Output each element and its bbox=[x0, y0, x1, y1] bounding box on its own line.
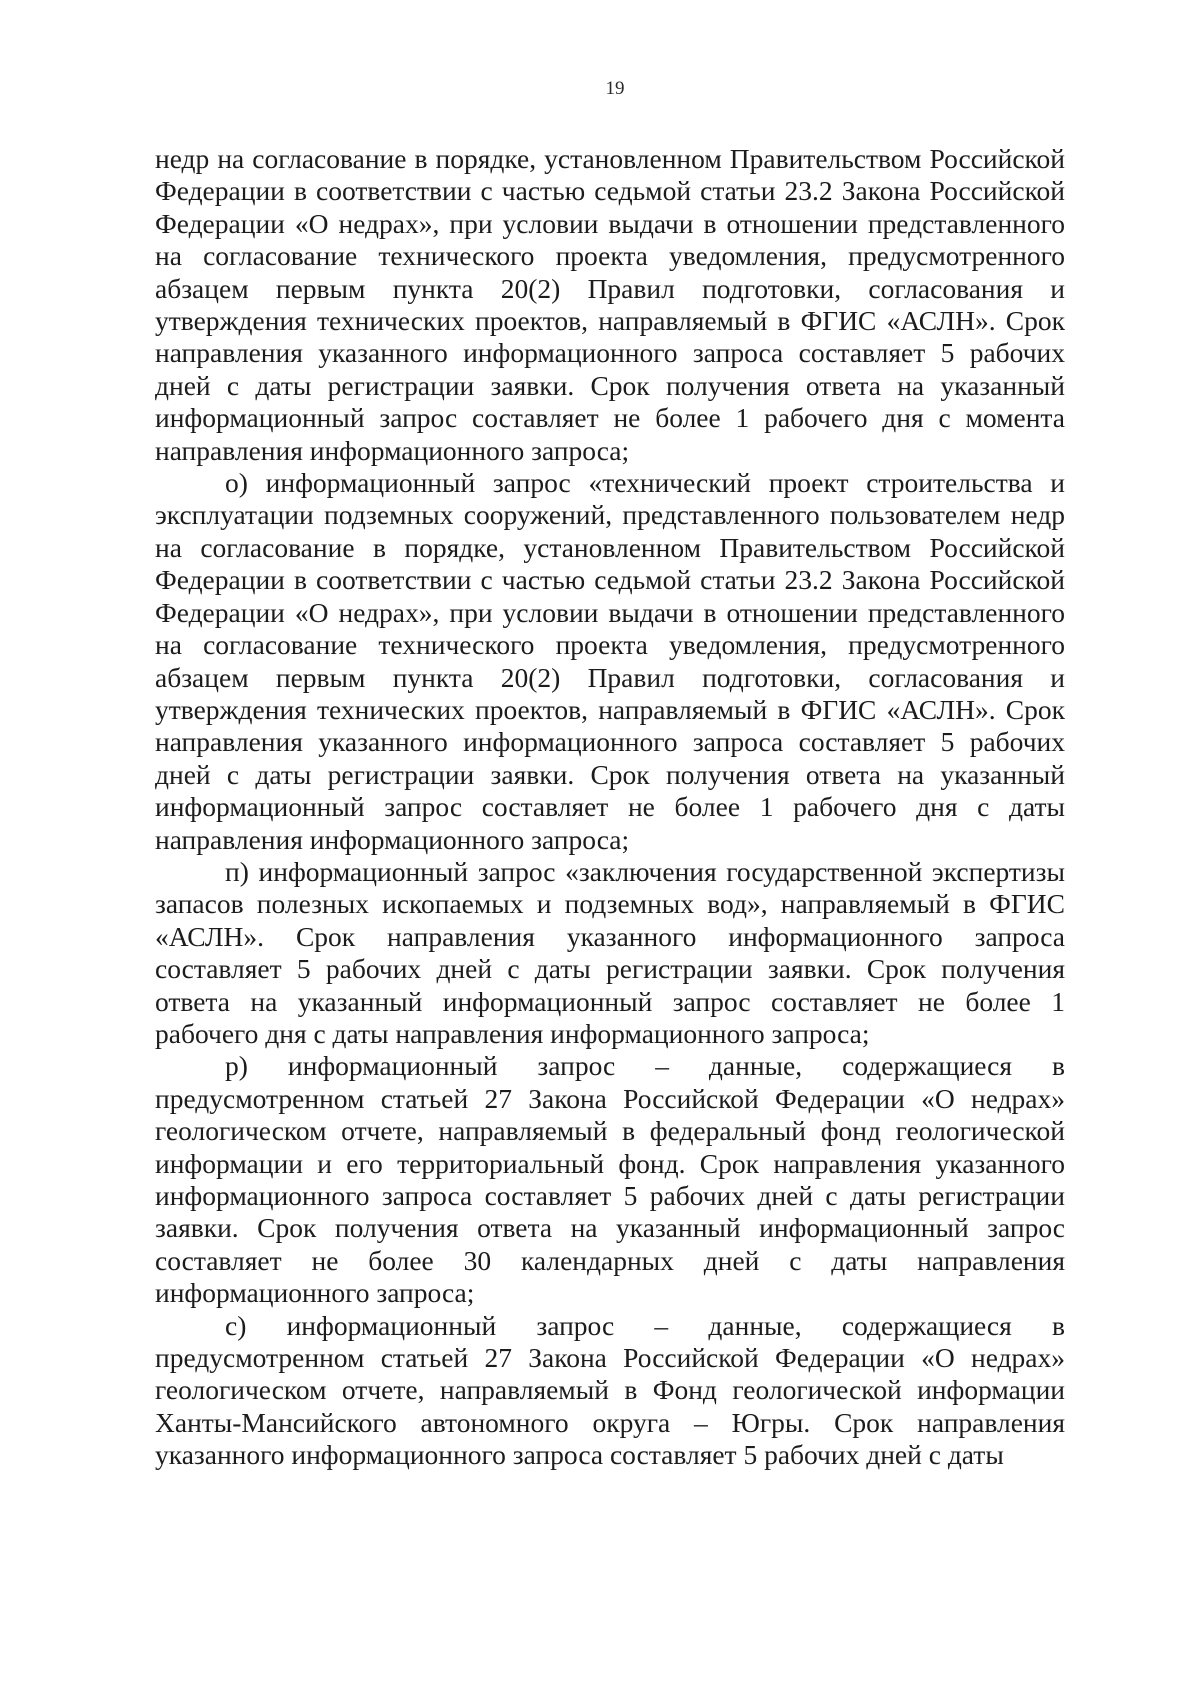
paragraph-item-s: с) информационный запрос – данные, содержащиеся в предусмотренном статьей 27 Закона Российской Федерации «О недрах» геологическом отчете, направляемый в Фонд геологической информации Ханты-Мансийского автономного округа – Югры. Срок направления указанного информационного запроса составляет 5 рабочих дней с даты bbox=[155, 1309, 1065, 1471]
document-body bbox=[155, 143, 1065, 1472]
paragraph-item-o: о) информационный запрос «технический проект строительства и эксплуатации подземных сооружений, представленного пользователем недр на согласование в порядке, установленном Правительством Российской Федерации в соответствии с частью седьмой статьи 23.2 Закона Российской Федерации «О недрах», при условии выдачи в отношении представленного на согласование технического проекта уведомления, предусмотренного абзацем первым пункта 20(2) Правил подготовки, согласования и утверждения технических проектов, направляемый в ФГИС «АСЛН». Срок направления указанного информационного запроса составляет 5 рабочих дней с даты регистрации заявки. Срок получения ответа на указанный информационный запрос составляет не более 1 рабочего дня с даты направления информационного запроса; bbox=[155, 467, 1065, 855]
paragraph-continuation: недр на согласование в порядке, установленном Правительством Российской Федерации в соответствии с частью седьмой статьи 23.2 Закона Российской Федерации «О недрах», при условии выдачи в отношении представленного на согласование технического проекта уведомления, предусмотренного абзацем первым пункта 20(2) Правил подготовки, согласования и утверждения технических проектов, направляемый в ФГИС «АСЛН». Срок направления указанного информационного запроса составляет 5 рабочих дней с даты регистрации заявки. Срок получения ответа на указанный информационный запрос составляет не более 1 рабочего дня с момента направления информационного запроса; bbox=[155, 143, 1065, 466]
page-number: 19 bbox=[605, 78, 625, 99]
paragraph-item-r: р) информационный запрос – данные, содержащиеся в предусмотренном статьей 27 Закона Российской Федерации «О недрах» геологическом отчете, направляемый в федеральный фонд геологической информации и его территориальный фонд. Срок направления указанного информационного запроса составляет 5 рабочих дней с даты регистрации заявки. Срок получения ответа на указанный информационный запрос составляет не более 30 календарных дней с даты направления информационного запроса; bbox=[155, 1050, 1065, 1309]
paragraph-item-p: п) информационный запрос «заключения государственной экспертизы запасов полезных ископаемых и подземных вод», направляемый в ФГИС «АСЛН». Срок направления указанного информационного запроса составляет 5 рабочих дней с даты регистрации заявки. Срок получения ответа на указанный информационный запрос составляет не более 1 рабочего дня с даты направления информационного запроса; bbox=[155, 855, 1065, 1049]
